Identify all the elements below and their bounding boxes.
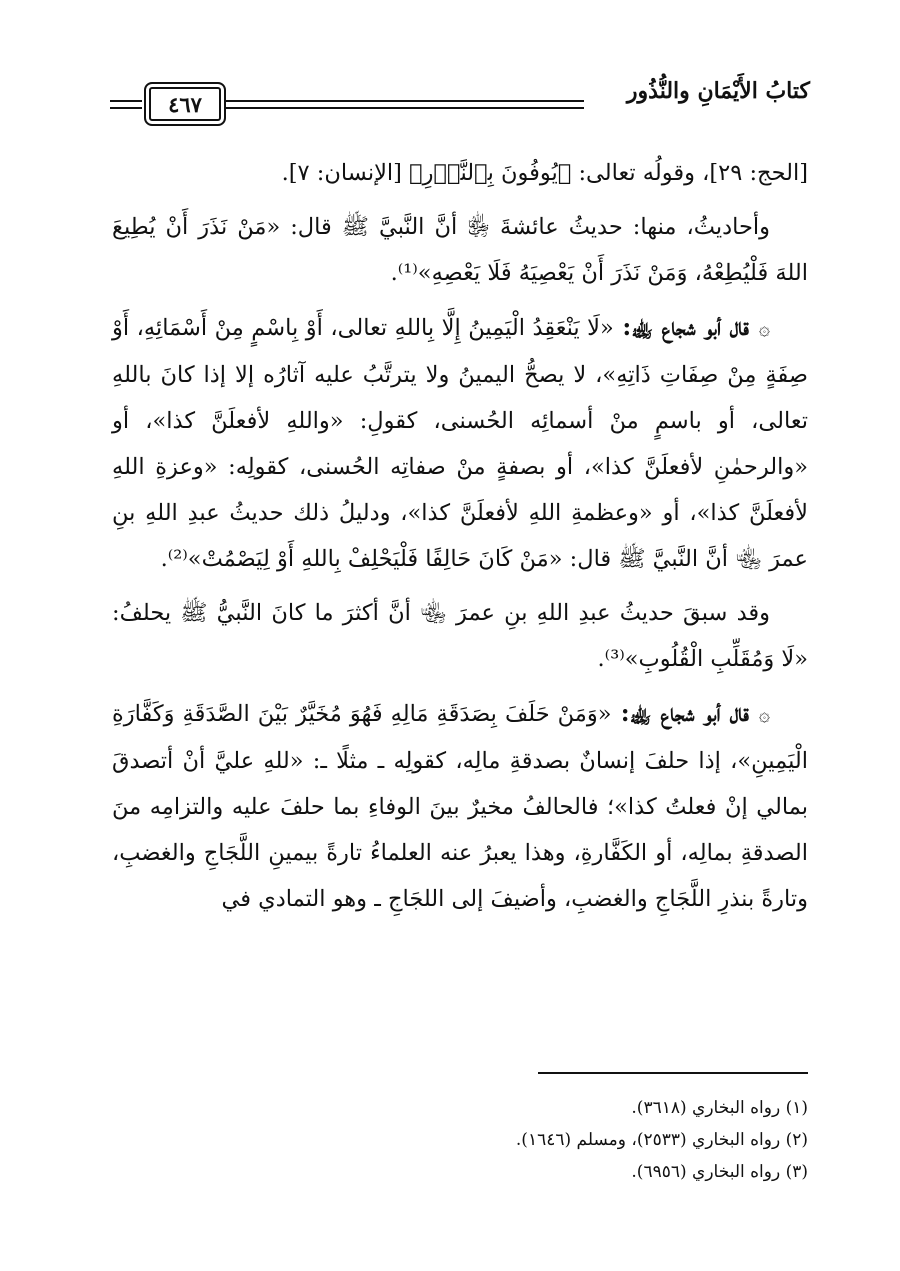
page-body <box>112 150 808 930</box>
paragraph-text: «لَا يَنْعَقِدُ الْيَمِينُ إِلَّا بِاللهِ تعالى، أَوْ بِاسْمٍ مِنْ أَسْمَائِهِ، أَوْ صِفَةٍ مِنْ صِفَاتِ ذَاتِهِ»، لا يصحُّ اليمينُ ولا يترتَّبُ عليه آثارُه إلا إذا كانَ باللهِ تعالى، أو باسمٍ منْ أسمائِه الحُسنى، كقولِ: «واللهِ لأفعلَنَّ كذا»، أو «والرحمٰنِ لأفعلَنَّ كذا»، أو بصفةٍ منْ صفاتِه الحُسنى، كقولِه: «وعزةِ اللهِ لأفعلَنَّ كذا»، أو «وعظمةِ اللهِ لأفعلَنَّ كذا»، ودليلُ ذلك حديثُ عبدِ اللهِ بنِ عمرَ ﵄ أنَّ النَّبيَّ ﷺ قال: «مَنْ كَانَ حَالِفًا فَلْيَحْلِفْ بِاللهِ أَوْ لِيَصْمُتْ»⁽²⁾. <box>112 315 808 572</box>
paragraph-lead: قال أبو شجاع ﵀: <box>613 312 749 341</box>
header-rule-left <box>110 100 142 109</box>
paragraph-mark-icon: ۞ <box>758 318 770 340</box>
book-title: كتابُ الأَيْمَانِ والنُّذُور <box>626 78 810 104</box>
paragraph-3 <box>112 304 808 582</box>
paragraph-mark-icon: ۞ <box>758 704 770 726</box>
paragraph-lead: قال أبو شجاع ﵀: <box>611 698 749 727</box>
paragraph-1 <box>112 150 808 196</box>
paragraph-text: [الحج: ٢٩]، وقولُه تعالى: ﴿يُوفُونَ بِٱلنَّذۡرِ﴾ [الإنسان: ٧]. <box>281 160 808 186</box>
page-number: ٤٦٧ <box>144 82 226 126</box>
paragraph-text: وأحاديثُ، منها: حديثُ عائشةَ ﵂ أنَّ النَّبيَّ ﷺ قال: «مَنْ نَذَرَ أَنْ يُطِيعَ اللهَ فَلْيُطِعْهُ، وَمَنْ نَذَرَ أَنْ يَعْصِيَهُ فَلَا يَعْصِهِ»⁽¹⁾. <box>112 214 808 286</box>
header-rule-right <box>224 100 584 109</box>
footnote-divider <box>538 1072 808 1074</box>
footnote-list <box>112 1092 808 1188</box>
paragraph-2 <box>112 204 808 296</box>
footnote-item: (٣) رواه البخاري (٦٩٥٦). <box>631 1162 808 1182</box>
paragraph-5 <box>112 690 808 922</box>
paragraph-4 <box>112 590 808 682</box>
page-header <box>110 72 810 130</box>
footnote-item: (١) رواه البخاري (٣٦١٨). <box>631 1098 808 1118</box>
paragraph-text: «وَمَنْ حَلَفَ بِصَدَقَةِ مَالِهِ فَهُوَ مُخَيَّرٌ بَيْنَ الصَّدَقَةِ وَكَفَّارَةِ الْيَمِينِ»، إذا حلفَ إنسانٌ بصدقةِ مالِه، كقولِه ـ مثلًا ـ: «للهِ عليَّ أنْ أتصدقَ بمالي إنْ فعلتُ كذا»؛ فالحالفُ مخيرٌ بينَ الوفاءِ بما حلفَ عليه والتزامِه منَ الصدقةِ بمالِه، أو الكَفَّارةِ، وهذا يعبرُ عنه العلماءُ تارةً بيمينِ اللَّجَاجِ والغضبِ، وتارةً بنذرِ اللَّجَاجِ والغضبِ، وأضيفَ إلى اللجَاجِ ـ وهو التمادي في <box>112 701 808 912</box>
paragraph-text: وقد سبقَ حديثُ عبدِ اللهِ بنِ عمرَ ﵄ أنَّ أكثرَ ما كانَ النَّبيُّ ﷺ يحلفُ: «لَا وَمُقَلِّبِ الْقُلُوبِ»⁽³⁾. <box>112 600 808 672</box>
footnote-item: (٢) رواه البخاري (٢٥٣٣)، ومسلم (١٦٤٦). <box>515 1130 808 1150</box>
